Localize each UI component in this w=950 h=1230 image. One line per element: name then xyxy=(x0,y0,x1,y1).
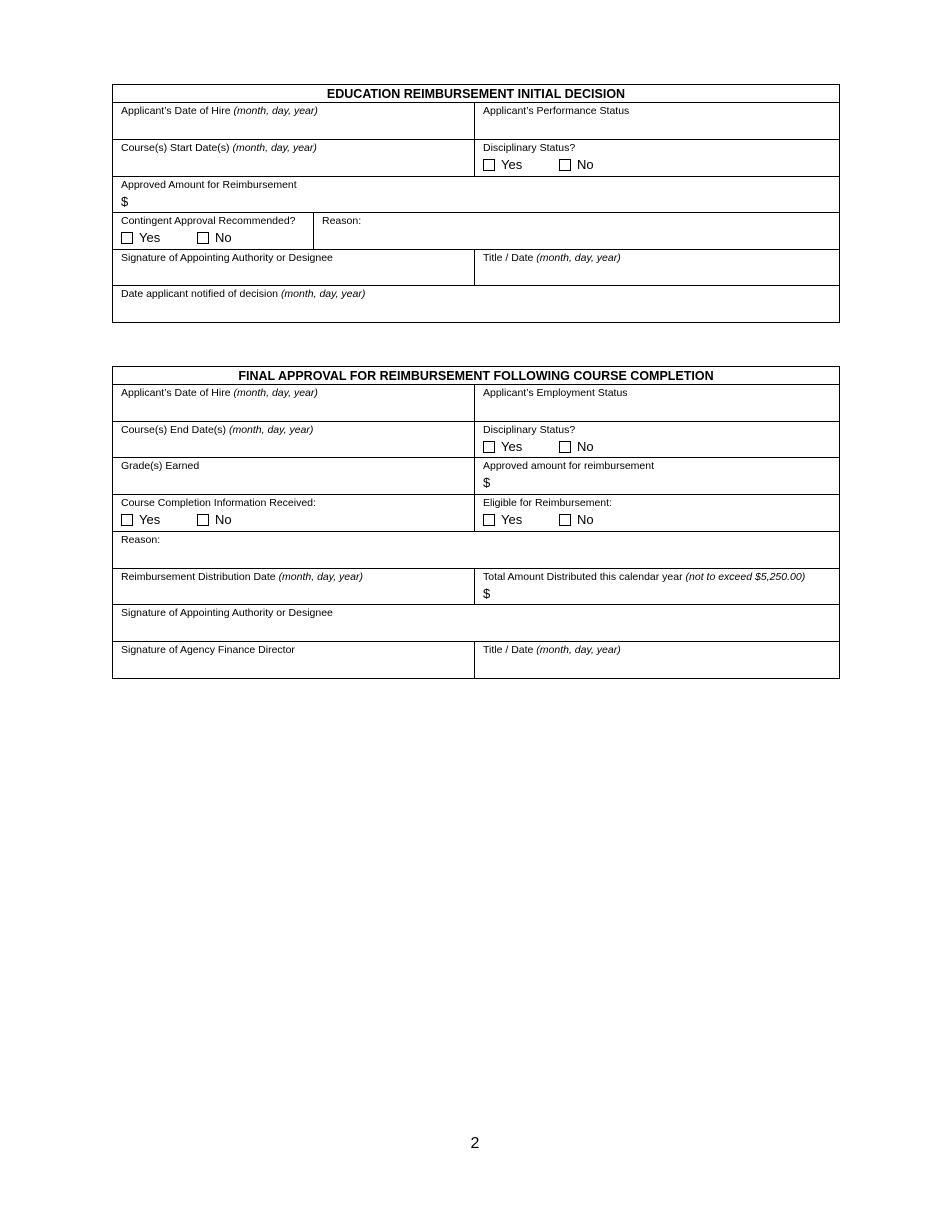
disciplinary-label: Disciplinary Status? xyxy=(483,142,576,154)
total-distributed-label: Total Amount Distributed this calendar year xyxy=(483,571,686,583)
yes-label: Yes xyxy=(501,157,523,172)
initial-reason-field[interactable] xyxy=(314,213,840,250)
initial-decision-title: EDUCATION REIMBURSEMENT INITIAL DECISION xyxy=(113,85,840,103)
start-date-field[interactable] xyxy=(113,140,475,177)
final-title-date-field[interactable] xyxy=(475,642,840,679)
initial-signature-field[interactable] xyxy=(113,250,475,286)
distribution-date-hint: (month, day, year) xyxy=(278,571,363,583)
final-disciplinary-no-checkbox[interactable] xyxy=(559,441,571,453)
final-disciplinary-yes-checkbox[interactable] xyxy=(483,441,495,453)
eligible-no-checkbox[interactable] xyxy=(559,514,571,526)
initial-title-date-field[interactable] xyxy=(475,250,840,286)
performance-status-field[interactable] xyxy=(475,103,840,140)
initial-disciplinary-field xyxy=(475,140,840,177)
final-signature-field[interactable] xyxy=(113,605,840,642)
contingent-yes-checkbox[interactable] xyxy=(121,232,133,244)
finance-director-label: Signature of Agency Finance Director xyxy=(121,644,295,656)
start-date-label: Course(s) Start Date(s) xyxy=(121,142,233,154)
no-label: No xyxy=(215,512,232,527)
hire-date-hint: (month, day, year) xyxy=(233,105,318,117)
dollar-sign: $ xyxy=(121,194,129,209)
eligible-field xyxy=(475,495,840,532)
start-date-hint: (month, day, year) xyxy=(232,142,317,154)
dollar-sign: $ xyxy=(483,475,491,490)
end-date-field[interactable] xyxy=(113,422,475,458)
completion-info-label: Course Completion Information Received: xyxy=(121,497,316,509)
notified-date-field[interactable] xyxy=(113,286,840,323)
final-disciplinary-field xyxy=(475,422,840,458)
initial-disciplinary-no-checkbox[interactable] xyxy=(559,159,571,171)
no-label: No xyxy=(215,230,232,245)
end-date-hint: (month, day, year) xyxy=(228,424,314,436)
yes-label: Yes xyxy=(501,512,523,527)
eligible-yes-checkbox[interactable] xyxy=(483,514,495,526)
contingent-approval-field xyxy=(113,213,314,250)
final-approved-amount-field[interactable] xyxy=(475,458,840,495)
grades-earned-label: Grade(s) Earned xyxy=(121,460,200,472)
completion-no-checkbox[interactable] xyxy=(197,514,209,526)
initial-disciplinary-yes-checkbox[interactable] xyxy=(483,159,495,171)
no-label: No xyxy=(577,157,594,172)
eligible-label: Eligible for Reimbursement: xyxy=(483,497,612,509)
reason-label: Reason: xyxy=(322,215,362,227)
no-label: No xyxy=(577,439,594,454)
signature-label: Signature of Appointing Authority or Designee xyxy=(121,252,333,264)
initial-decision-table xyxy=(112,84,840,323)
signature-label: Signature of Appointing Authority or Designee xyxy=(121,607,333,619)
initial-approved-amount-field[interactable] xyxy=(113,177,840,213)
distribution-date-label: Reimbursement Distribution Date xyxy=(121,571,279,583)
yes-label: Yes xyxy=(139,512,161,527)
final-reason-field[interactable] xyxy=(113,532,840,569)
approved-amount-label: Approved Amount for Reimbursement xyxy=(121,179,297,191)
completion-info-field xyxy=(113,495,475,532)
reason-label: Reason: xyxy=(121,534,161,546)
performance-status-label: Applicant’s Performance Status xyxy=(483,105,630,117)
total-distributed-hint: (not to exceed $5,250.00) xyxy=(685,571,806,583)
total-distributed-field[interactable] xyxy=(475,569,840,605)
dollar-sign: $ xyxy=(483,586,491,601)
hire-date-label: Applicant’s Date of Hire xyxy=(121,105,234,117)
title-date-hint: (month, day, year) xyxy=(536,644,621,656)
disciplinary-label: Disciplinary Status? xyxy=(483,424,576,436)
notified-date-hint: (month, day, year) xyxy=(280,288,366,300)
title-date-label: Title / Date xyxy=(483,644,537,656)
hire-date-label: Applicant’s Date of Hire xyxy=(121,387,234,399)
notified-date-label: Date applicant notified of decision xyxy=(121,288,281,300)
final-approval-table xyxy=(112,366,840,679)
contingent-no-checkbox[interactable] xyxy=(197,232,209,244)
no-label: No xyxy=(577,512,594,527)
grades-earned-field[interactable] xyxy=(113,458,475,495)
title-date-label: Title / Date xyxy=(483,252,537,264)
yes-label: Yes xyxy=(501,439,523,454)
completion-yes-checkbox[interactable] xyxy=(121,514,133,526)
final-approval-title: FINAL APPROVAL FOR REIMBURSEMENT FOLLOWING COURSE COMPLETION xyxy=(113,367,840,385)
yes-label: Yes xyxy=(139,230,161,245)
finance-director-signature-field[interactable] xyxy=(113,642,475,679)
hire-date-hint: (month, day, year) xyxy=(233,387,318,399)
initial-hire-date-field[interactable] xyxy=(113,103,475,140)
page-number: 2 xyxy=(470,1135,480,1152)
distribution-date-field[interactable] xyxy=(113,569,475,605)
title-date-hint: (month, day, year) xyxy=(536,252,621,264)
contingent-approval-label: Contingent Approval Recommended? xyxy=(121,215,296,227)
employment-status-field[interactable] xyxy=(475,385,840,422)
approved-amount-label: Approved amount for reimbursement xyxy=(483,460,654,472)
end-date-label: Course(s) End Date(s) xyxy=(121,424,229,436)
employment-status-label: Applicant’s Employment Status xyxy=(483,387,628,399)
final-hire-date-field[interactable] xyxy=(113,385,475,422)
